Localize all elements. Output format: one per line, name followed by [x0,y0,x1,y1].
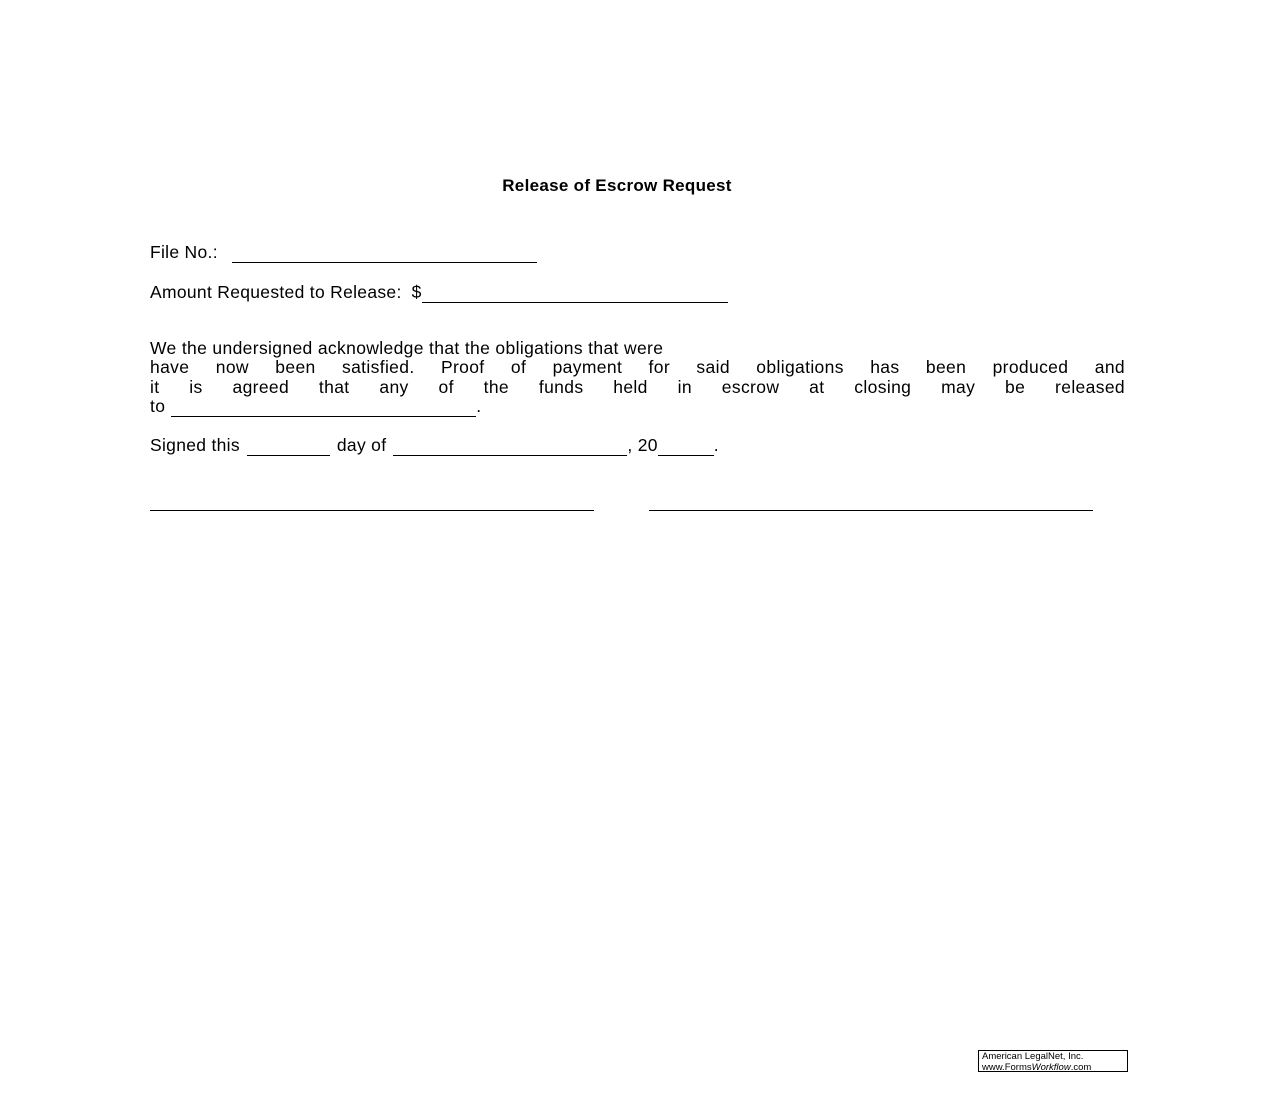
file-no-label: File No.: [150,242,218,262]
signature-line-right[interactable] [649,510,1093,511]
file-no-row [150,242,537,263]
paragraph-line-4 [150,397,1125,416]
signature-line-left[interactable] [150,510,594,511]
day-of-label: day of [336,435,387,455]
footer-url-suffix: .com [1070,1061,1092,1073]
release-to-field[interactable] [171,400,476,417]
release-to-label: to [150,396,166,417]
signed-row [150,435,719,456]
signed-year-field[interactable] [658,437,714,456]
signed-day-field[interactable] [247,437,330,456]
release-to-period: . [476,396,482,417]
signed-label: Signed this [150,435,240,455]
footer-branding [978,1050,1128,1072]
paragraph-line-2: have now been satisfied. Proof of payment for said obligations has been produced and [150,357,1125,378]
paragraph-line-3: it is agreed that any of the funds held in escrow at closing may be released [150,376,1125,397]
amount-field[interactable] [422,284,728,303]
signed-period: . [713,435,719,455]
footer-url-italic: Workflow [1031,1061,1071,1073]
page-title: Release of Escrow Request [502,176,732,195]
file-no-field[interactable] [232,244,537,263]
footer-url-prefix: www.Forms [982,1061,1032,1073]
amount-row [150,282,728,303]
amount-label: Amount Requested to Release: [150,282,402,302]
acknowledgement-paragraph [150,339,1125,417]
footer-company: American LegalNet, Inc. [982,1051,1084,1062]
paragraph-line-1: We the undersigned acknowledge that the obligations that were [150,338,664,358]
year-prefix: , 20 [627,435,658,455]
signed-month-field[interactable] [393,437,627,456]
currency-symbol: $ [411,282,422,302]
footer-url [982,1063,1124,1074]
